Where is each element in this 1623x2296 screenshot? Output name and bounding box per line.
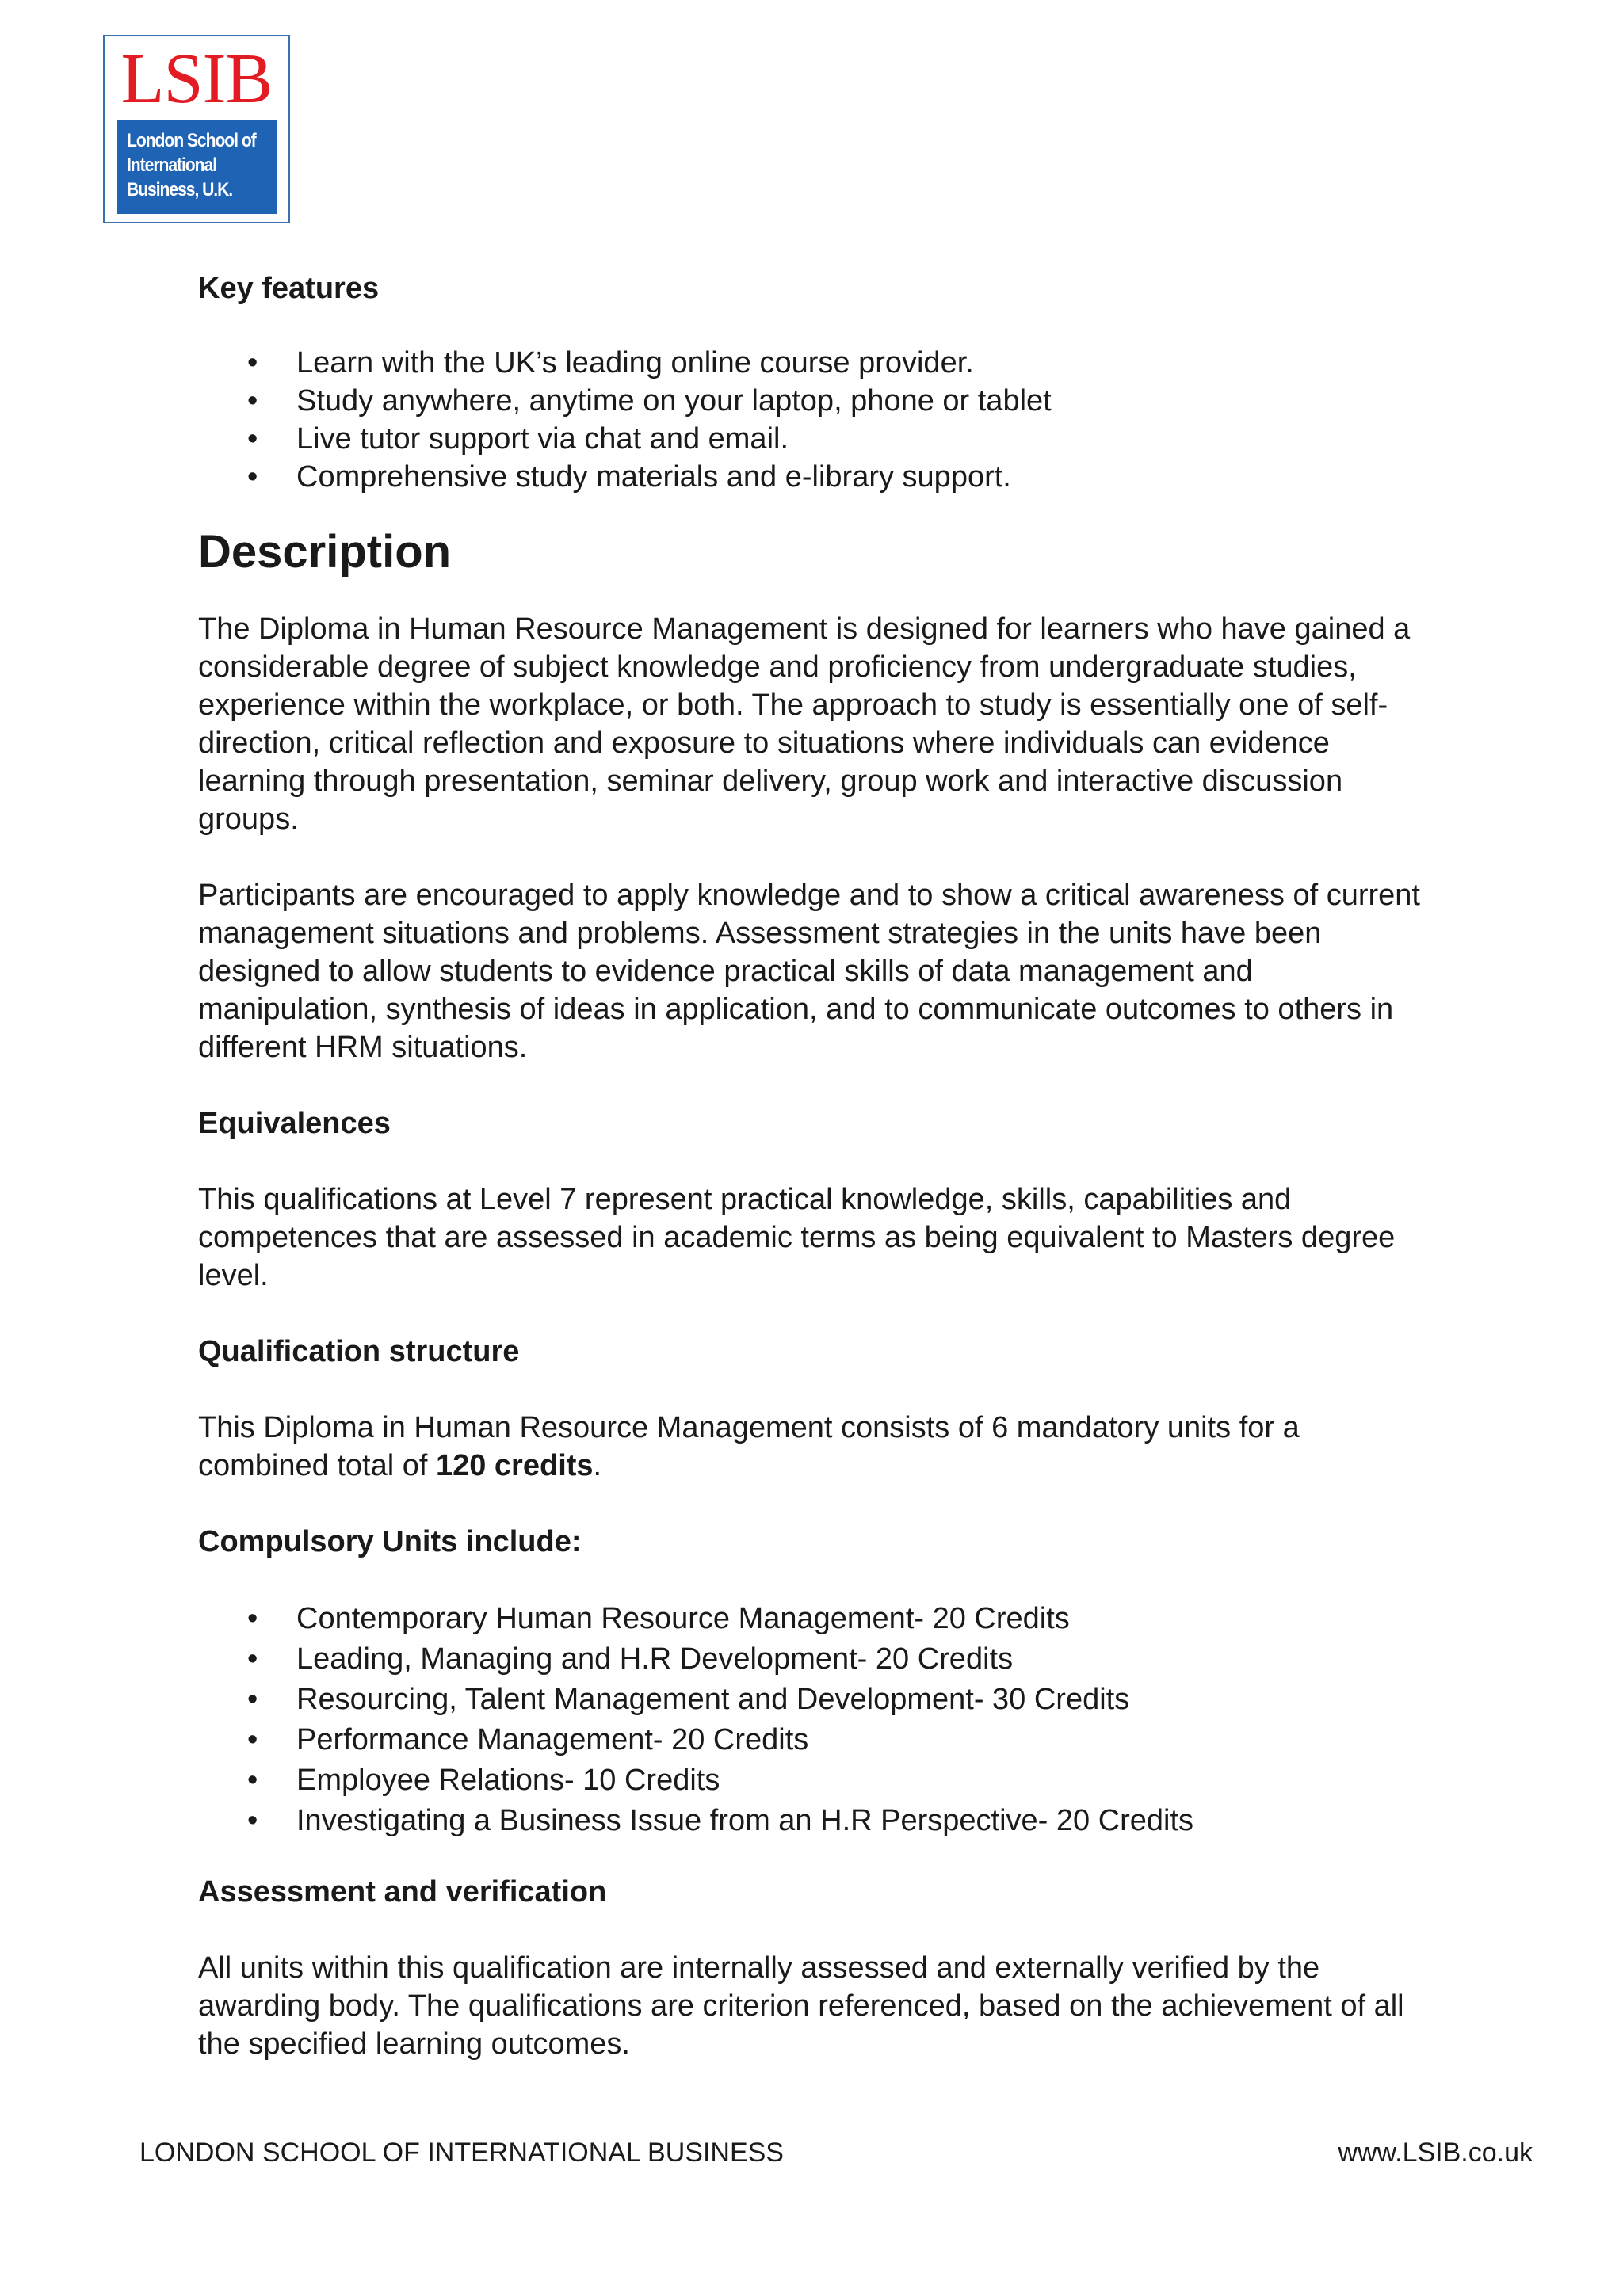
footer-website: www.LSIB.co.uk — [1338, 2138, 1533, 2168]
lsib-logo — [103, 35, 290, 223]
bullet-icon: • — [247, 1683, 258, 1716]
logo-subtitle-line: Business, U.K. — [127, 179, 233, 200]
bullet-icon: • — [247, 422, 258, 456]
qualification-text-end: . — [593, 1449, 602, 1482]
list-item — [198, 344, 1434, 382]
document-body — [198, 269, 1434, 2063]
qualification-structure-text — [198, 1409, 1434, 1485]
unit-text: Investigating a Business Issue from an H.R Perspective- 20 Credits — [296, 1804, 1194, 1837]
unit-text: Performance Management- 20 Credits — [296, 1723, 809, 1756]
qualification-text: This Diploma in Human Resource Management consists of 6 mandatory units for a combined total of — [198, 1411, 1300, 1482]
list-item — [198, 1639, 1434, 1680]
bullet-icon: • — [247, 460, 258, 494]
assessment-heading: Assessment and verification — [198, 1875, 607, 1909]
total-credits: 120 credits — [435, 1449, 594, 1482]
list-item — [198, 420, 1434, 458]
list-item — [198, 1599, 1434, 1639]
qualification-structure-heading: Qualification structure — [198, 1335, 520, 1368]
description-paragraph: The Diploma in Human Resource Management is designed for learners who have gained a considerable degree of subject knowledge and proficiency from undergraduate studies, experience within the workplace, or both. The approach to study is essentially one of self-direction, critical reflection and exposure to situations where individuals can evidence learning through presentation, seminar delivery, group work and interactive discussion groups. — [198, 612, 1411, 836]
key-feature-text: Study anywhere, anytime on your laptop, phone or tablet — [296, 384, 1052, 418]
logo-subtitle-line: London School of — [127, 130, 256, 151]
bullet-icon: • — [247, 1723, 258, 1756]
compulsory-units-heading: Compulsory Units include: — [198, 1525, 582, 1558]
logo-subtitle-line: International — [127, 154, 217, 176]
list-item — [198, 1801, 1434, 1841]
footer-school-name: LONDON SCHOOL OF INTERNATIONAL BUSINESS — [139, 2138, 784, 2168]
bullet-icon: • — [247, 1764, 258, 1797]
list-item — [198, 382, 1434, 420]
page-footer — [139, 2133, 1533, 2172]
bullet-icon: • — [247, 384, 258, 418]
logo-wordmark: LSIB — [120, 40, 273, 118]
equivalences-heading: Equivalences — [198, 1107, 391, 1140]
list-item — [198, 1720, 1434, 1760]
assessment-text: All units within this qualification are internally assessed and externally verified by the awarding body. The qualifications are criterion referenced, based on the achievement of all the specified learning outcomes. — [198, 1951, 1404, 2061]
list-item — [198, 1760, 1434, 1801]
description-heading: Description — [198, 526, 452, 578]
bullet-icon: • — [247, 346, 258, 379]
unit-text: Leading, Managing and H.R Development- 20 Credits — [296, 1642, 1014, 1676]
description-paragraph: Participants are encouraged to apply knowledge and to show a critical awareness of current management situations and problems. Assessment strategies in the units have been designed to allow students to evidence practical skills of data management and manipulation, synthesis of ideas in application, and to communicate outcomes to others in different HRM situations. — [198, 879, 1420, 1064]
compulsory-units-list — [198, 1599, 1434, 1841]
bullet-icon: • — [247, 1642, 258, 1676]
bullet-icon: • — [247, 1602, 258, 1635]
unit-text: Resourcing, Talent Management and Development- 30 Credits — [296, 1683, 1130, 1716]
unit-text: Employee Relations- 10 Credits — [296, 1764, 720, 1797]
list-item — [198, 458, 1434, 496]
bullet-icon: • — [247, 1804, 258, 1837]
key-features-list — [198, 344, 1434, 496]
unit-text: Contemporary Human Resource Management- 20 Credits — [296, 1602, 1070, 1635]
key-feature-text: Live tutor support via chat and email. — [296, 422, 789, 456]
list-item — [198, 1680, 1434, 1720]
logo-subtitle-box — [117, 120, 277, 214]
equivalences-text: This qualifications at Level 7 represent practical knowledge, skills, capabilities and competences that are assessed in academic terms as being equivalent to Masters degree level. — [198, 1183, 1396, 1292]
key-features-heading: Key features — [198, 272, 380, 305]
key-feature-text: Comprehensive study materials and e-library support. — [296, 460, 1011, 494]
key-feature-text: Learn with the UK’s leading online course provider. — [296, 346, 974, 379]
